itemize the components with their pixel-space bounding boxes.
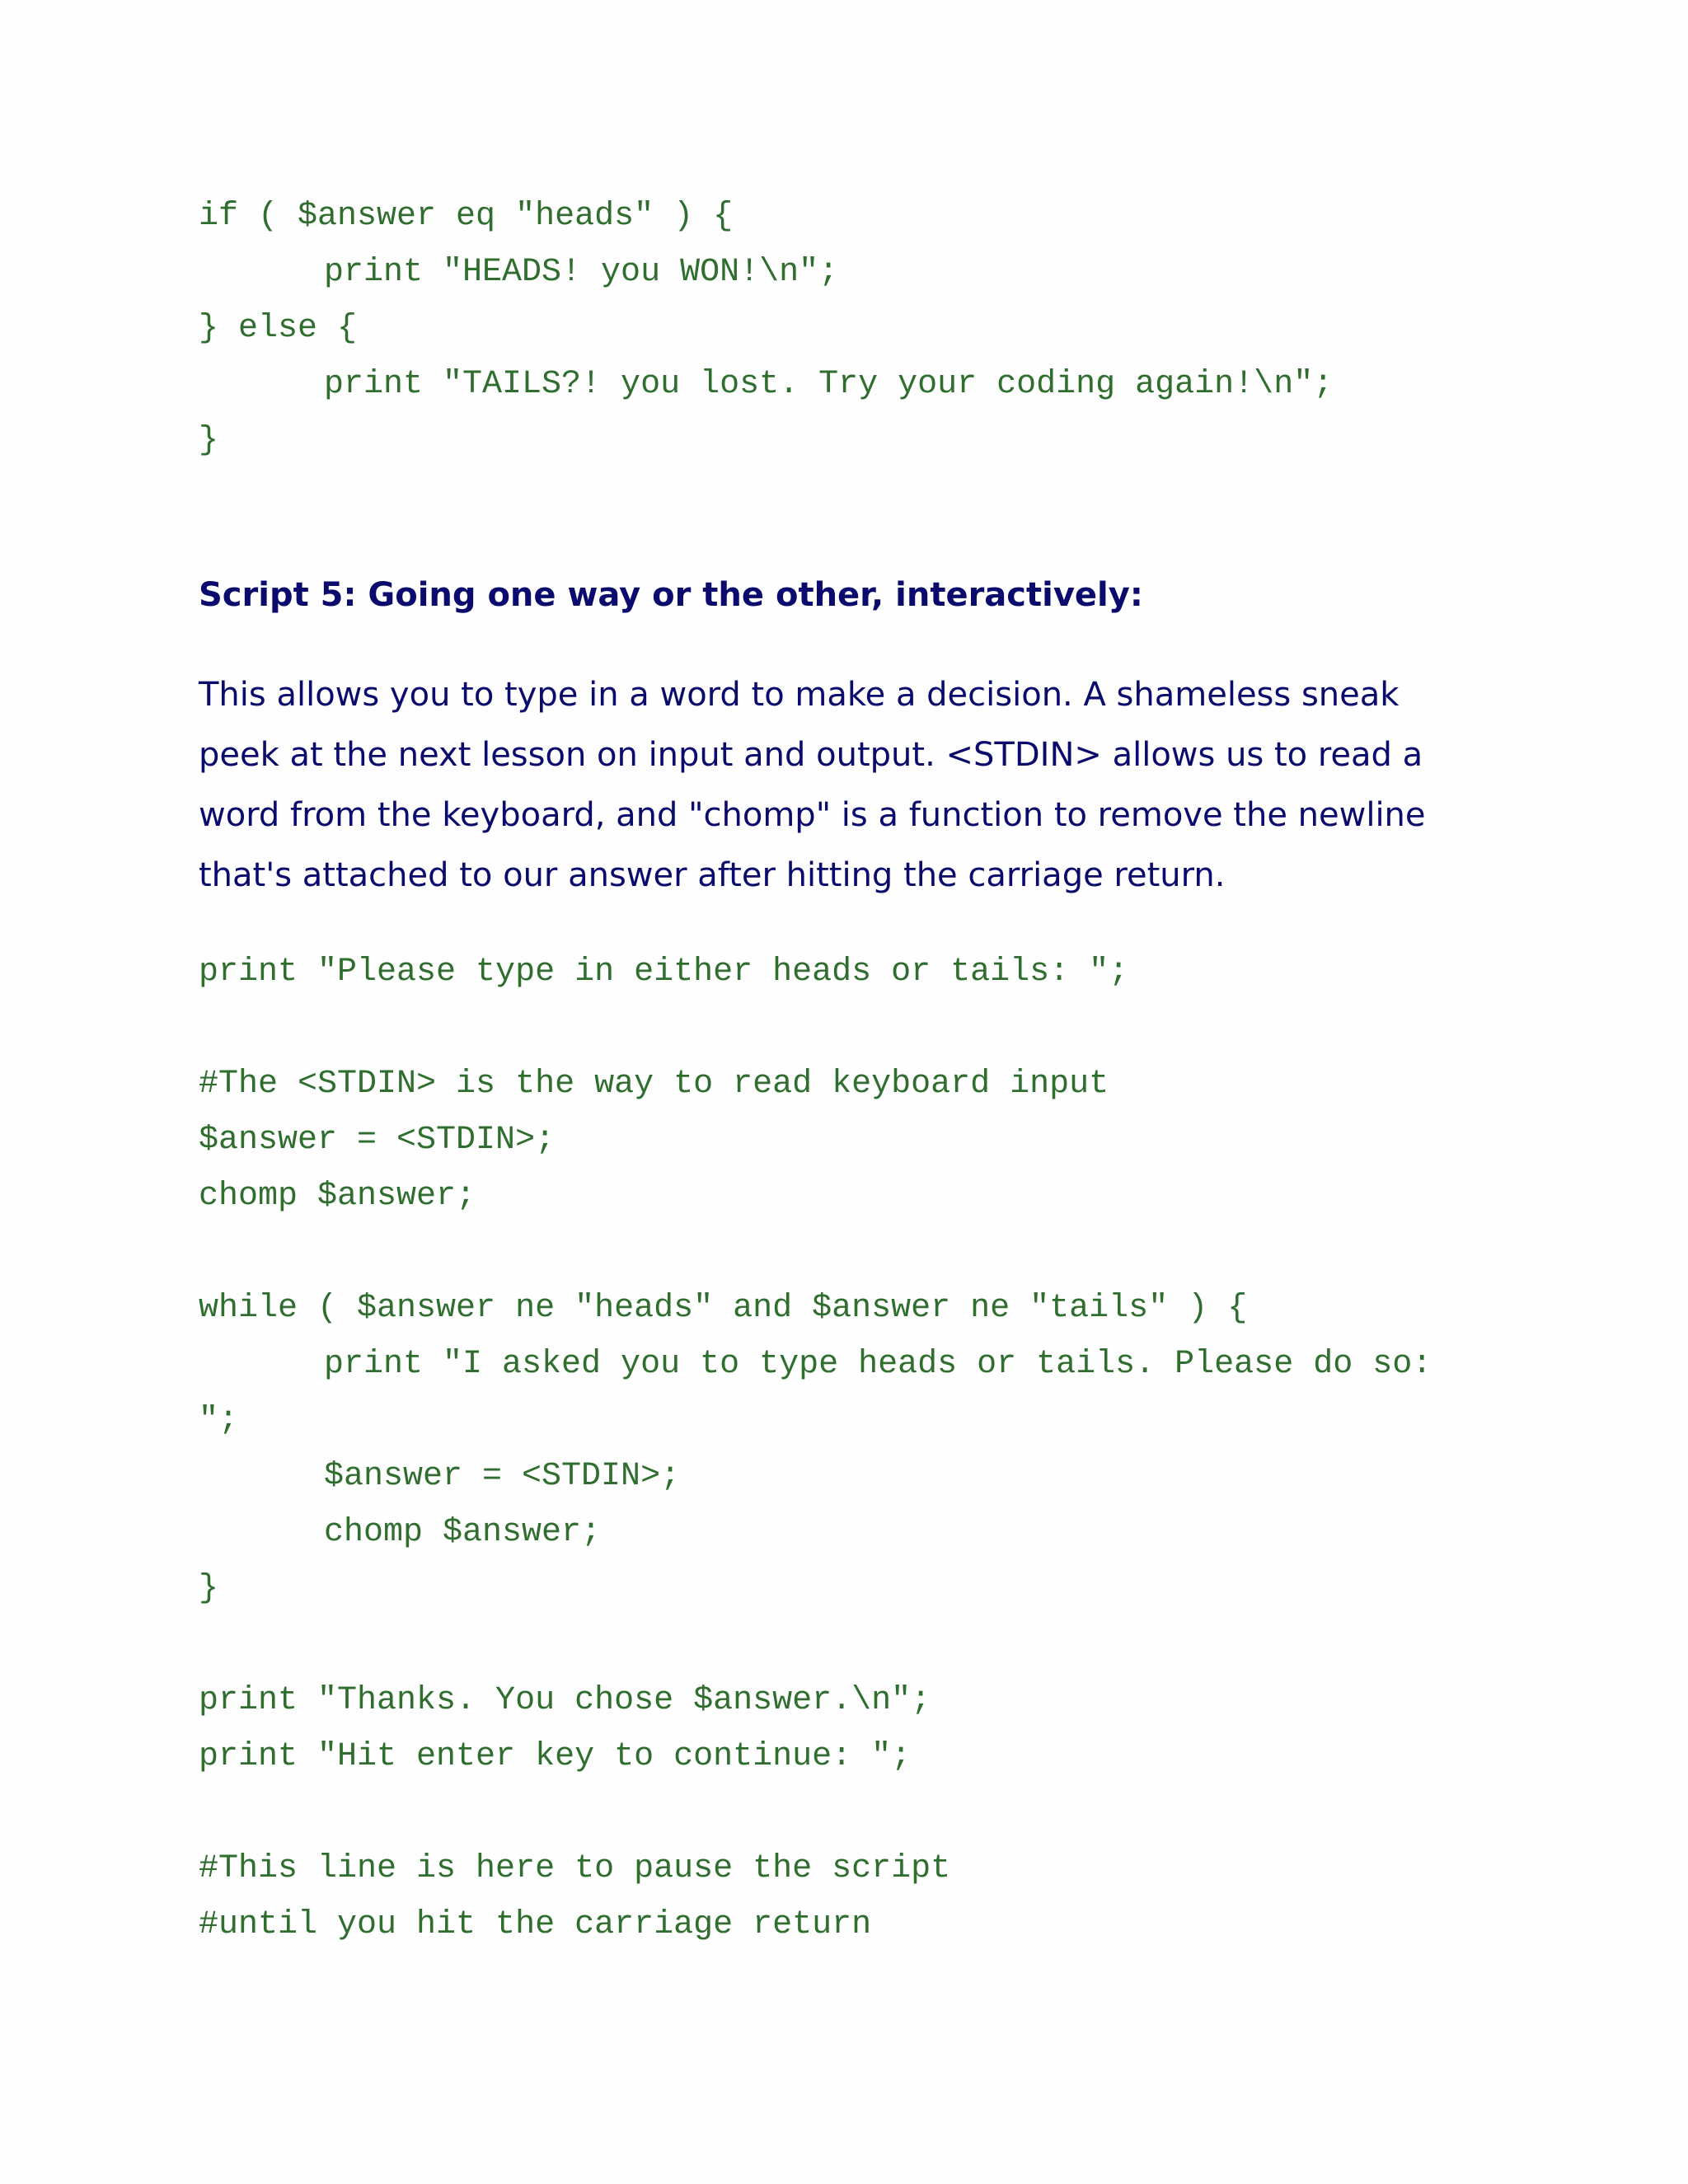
paragraph-line: that's attached to our answer after hitting the carriage return. (199, 856, 1226, 894)
code-line: chomp $answer; (199, 1178, 476, 1215)
code-line: print "Please type in either heads or tails: "; (199, 954, 1129, 991)
code-line: while ( $answer ne "heads" and $answer ne "tails" ) { (199, 1290, 1248, 1327)
code-line: } else { (199, 310, 358, 347)
paragraph-line: word from the keyboard, and "chomp" is a function to remove the newline (199, 796, 1426, 834)
code-line: print "I asked you to type heads or tails. Please do so: (324, 1346, 1432, 1383)
code-line: chomp $answer; (324, 1514, 602, 1551)
paragraph-line: peek at the next lesson on input and output. <STDIN> allows us to read a (199, 736, 1423, 774)
code-comment-line: #until you hit the carriage return (199, 1906, 872, 1943)
code-line: "; (199, 1402, 239, 1439)
code-line: print "Thanks. You chose $answer.\n"; (199, 1682, 931, 1719)
paragraph-line: This allows you to type in a word to make a decision. A shameless sneak (199, 676, 1400, 714)
section-heading: Script 5: Going one way or the other, interactively: (199, 576, 1143, 614)
code-line: print "HEADS! you WON!\n"; (324, 254, 839, 291)
code-line: } (199, 1570, 219, 1607)
code-comment-line: #The <STDIN> is the way to read keyboard input (199, 1066, 1109, 1103)
code-line: } (199, 422, 219, 459)
code-line: print "TAILS?! you lost. Try your coding again!\n"; (324, 366, 1334, 403)
code-line: print "Hit enter key to continue: "; (199, 1738, 912, 1775)
code-line: $answer = <STDIN>; (324, 1458, 681, 1495)
code-line: if ( $answer eq "heads" ) { (199, 198, 734, 235)
code-line: $answer = <STDIN>; (199, 1122, 556, 1159)
code-comment-line: #This line is here to pause the script (199, 1850, 951, 1887)
